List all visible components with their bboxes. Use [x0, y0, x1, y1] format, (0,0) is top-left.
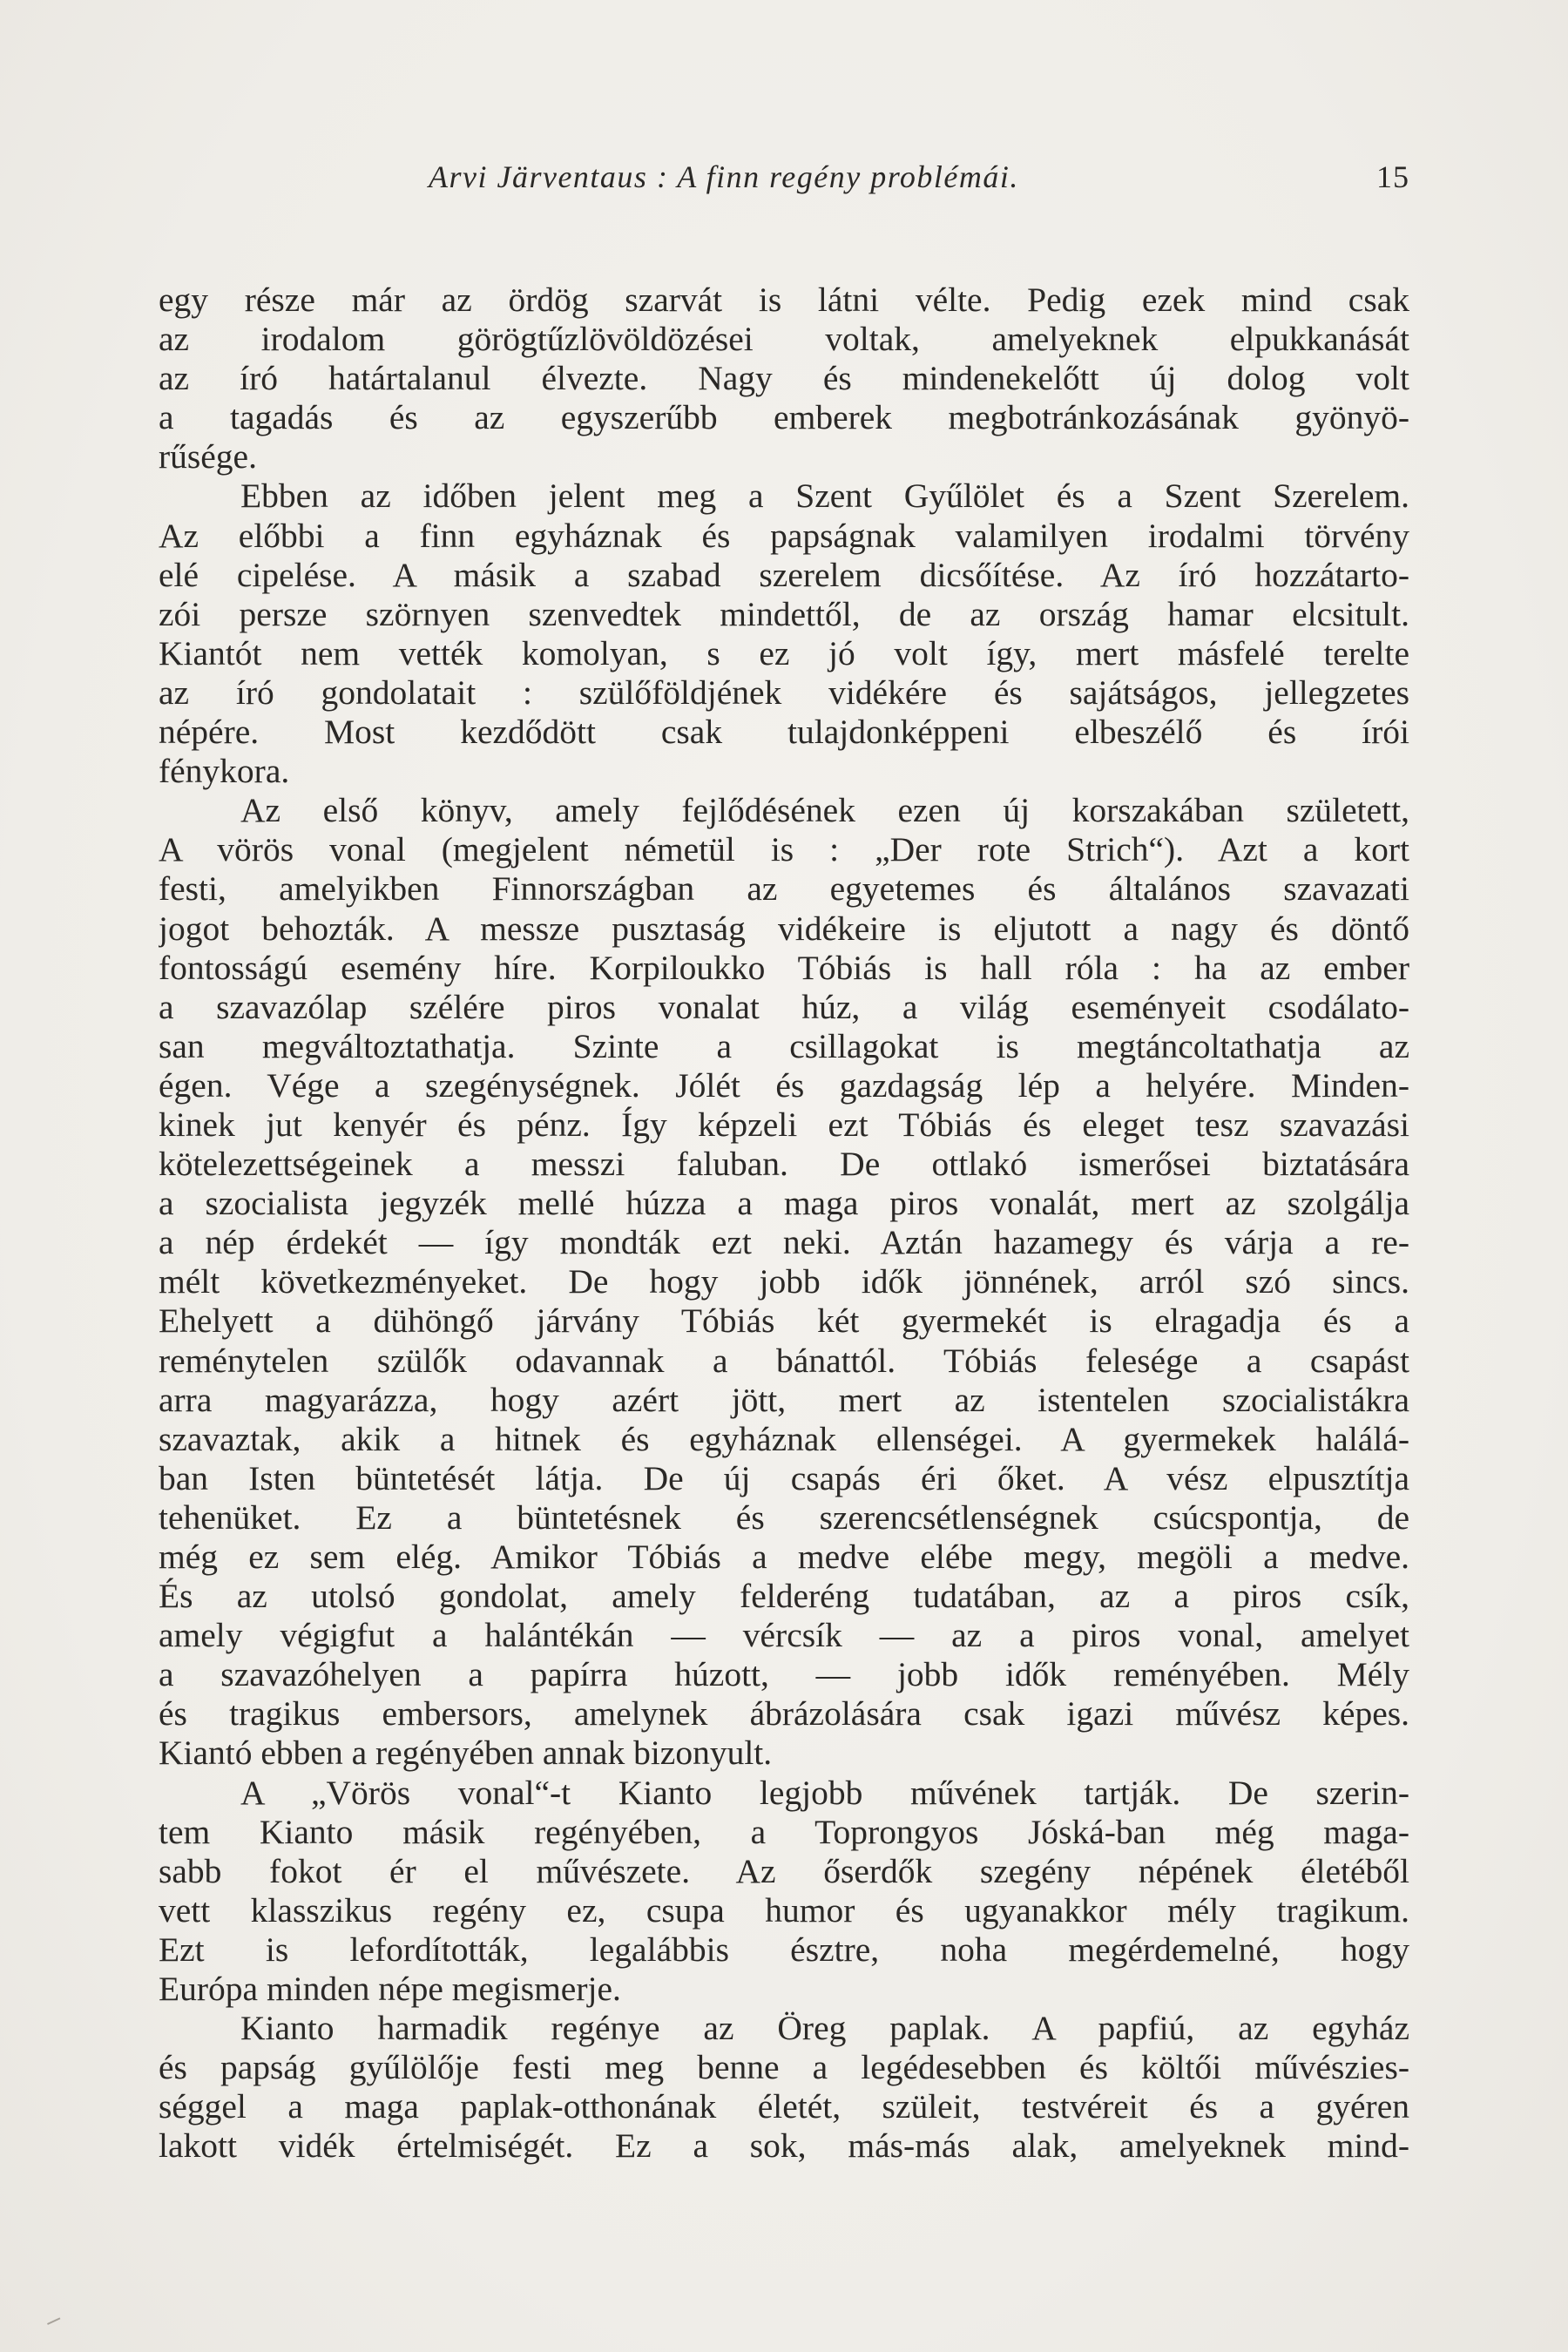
body-text [159, 280, 1409, 2166]
text-line: tem Kianto másik regényében, a Toprongyos Jóská-ban még maga- [159, 1812, 1409, 1851]
text-line: ban Isten büntetését látja. De új csapás éri őket. A vész elpusztítja [159, 1458, 1409, 1497]
text-line: Ezt is lefordították, legalábbis észtre, noha megérdemelné, hogy [159, 1930, 1409, 1969]
running-title: Arvi Järventaus : A finn regény problémái. [429, 159, 1019, 194]
text-line: elé cipelése. A másik a szabad szerelem dicsőítése. Az író hozzátarto- [159, 555, 1409, 594]
text-line: Ehelyett a dühöngő járvány Tóbiás két gyermekét is elragadja és a [159, 1301, 1409, 1341]
text-line: még ez sem elég. Amikor Tóbiás a medve elébe megy, megöli a medve. [159, 1538, 1409, 1576]
text-line: égen. Vége a szegénységnek. Jólét és gazdagság lép a helyére. Minden- [159, 1065, 1409, 1105]
text-line: reménytelen szülők odavannak a bánattól. Tóbiás felesége a csapást [159, 1341, 1409, 1380]
text-line: jogot behozták. A messze pusztaság vidékeire is eljutott a nagy és döntő [159, 909, 1409, 948]
text-line: zói persze szörnyen szenvedtek mindettől, de az ország hamar elcsitult. [159, 594, 1409, 633]
text-line: tehenüket. Ez a büntetésnek és szerencsétlenségnek csúcspontja, de [159, 1497, 1409, 1537]
text-line: A „Vörös vonal“-t Kianto legjobb művének tartják. De szerin- [240, 1773, 1409, 1812]
text-line: a szocialista jegyzék mellé húzza a maga piros vonalát, mert az szolgálja [159, 1184, 1409, 1223]
text-line: lakott vidék értelmiségét. Ez a sok, más-más alak, amelyeknek mind- [159, 2126, 1409, 2166]
text-line: Az előbbi a finn egyháznak és papságnak valamilyen irodalmi törvény [159, 516, 1409, 555]
text-line: a nép érdekét — így mondták ezt neki. Aztán hazamegy és várja a re- [159, 1223, 1409, 1262]
text-line: A vörös vonal (megjelent németül is : „Der rote Strich“). Azt a kort [159, 830, 1409, 869]
text-line: rűsége. [159, 437, 257, 476]
text-line: san megváltoztathatja. Szinte a csillagokat is megtáncoltathatja az [159, 1026, 1409, 1065]
text-line: fontosságú esemény híre. Korpiloukko Tóbiás is hall róla : ha az ember [159, 948, 1409, 987]
text-line: és tragikus embersors, amelynek ábrázolására csak igazi művész képes. [159, 1694, 1409, 1734]
text-line: a tagadás és az egyszerűbb emberek megbotránkozásának gyönyö- [159, 398, 1409, 437]
text-line: az író gondolatait : szülőföldjének vidékére és sajátságos, jellegzetes [159, 672, 1409, 712]
page-number: 15 [1376, 159, 1409, 194]
text-line: amely végigfut a halántékán — vércsík — az a piros vonal, amelyet [159, 1616, 1409, 1655]
margin-pencil-mark [44, 2311, 61, 2325]
text-line: Ebben az időben jelent meg a Szent Gyűlölet és a Szent Szerelem. [240, 476, 1409, 516]
text-line: a szavazóhelyen a papírra húzott, — jobb idők reményében. Mély [159, 1655, 1409, 1694]
text-line: Kianto harmadik regénye az Öreg paplak. A papfiú, az egyház [240, 2009, 1409, 2048]
text-line: az író határtalanul élvezte. Nagy és mindenekelőtt új dolog volt [159, 359, 1409, 398]
text-line: kötelezettségeinek a messzi faluban. De ottlakó ismerősei biztatására [159, 1145, 1409, 1184]
text-line: sabb fokot ér el művészete. Az őserdők szegény népének életéből [159, 1851, 1409, 1890]
text-line: arra magyarázza, hogy azért jött, mert az istentelen szocialistákra [159, 1380, 1409, 1419]
text-line: Kiantó ebben a regényében annak bizonyult. [159, 1734, 773, 1773]
text-line: vett klasszikus regény ez, csupa humor és ugyanakkor mély tragikum. [159, 1890, 1409, 1930]
text-line: az irodalom görögtűzlövöldözései voltak, amelyeknek elpukkanását [159, 320, 1409, 359]
text-line: séggel a maga paplak-otthonának életét, szüleit, testvéreit és a gyéren [159, 2087, 1409, 2126]
text-line: festi, amelyikben Finnországban az egyetemes és általános szavazati [159, 869, 1409, 909]
text-line: a szavazólap szélére piros vonalat húz, a világ eseményeit csodálato- [159, 987, 1409, 1026]
text-line: fénykora. [159, 752, 290, 791]
text-line: És az utolsó gondolat, amely felderéng tudatában, az a piros csík, [159, 1577, 1409, 1616]
text-line: népére. Most kezdődött csak tulajdonképpeni elbeszélő és írói [159, 713, 1409, 752]
text-line: és papság gyűlölője festi meg benne a legédesebben és költői művészies- [159, 2048, 1409, 2087]
text-line: mélt következményeket. De hogy jobb idők jönnének, arról szó sincs. [159, 1262, 1409, 1301]
text-line: kinek jut kenyér és pénz. Így képzeli ezt Tóbiás és eleget tesz szavazási [159, 1105, 1409, 1144]
text-line: Európa minden népe megismerje. [159, 1970, 621, 2009]
text-line: szavaztak, akik a hitnek és egyháznak ellenségei. A gyermekek halálá- [159, 1419, 1409, 1458]
text-line: egy része már az ördög szarvát is látni vélte. Pedig ezek mind csak [159, 280, 1409, 319]
running-header [159, 159, 1409, 202]
text-line: Kiantót nem vették komolyan, s ez jó volt így, mert másfelé terelte [159, 633, 1409, 672]
text-line: Az első könyv, amely fejlődésének ezen új korszakában született, [240, 791, 1409, 830]
